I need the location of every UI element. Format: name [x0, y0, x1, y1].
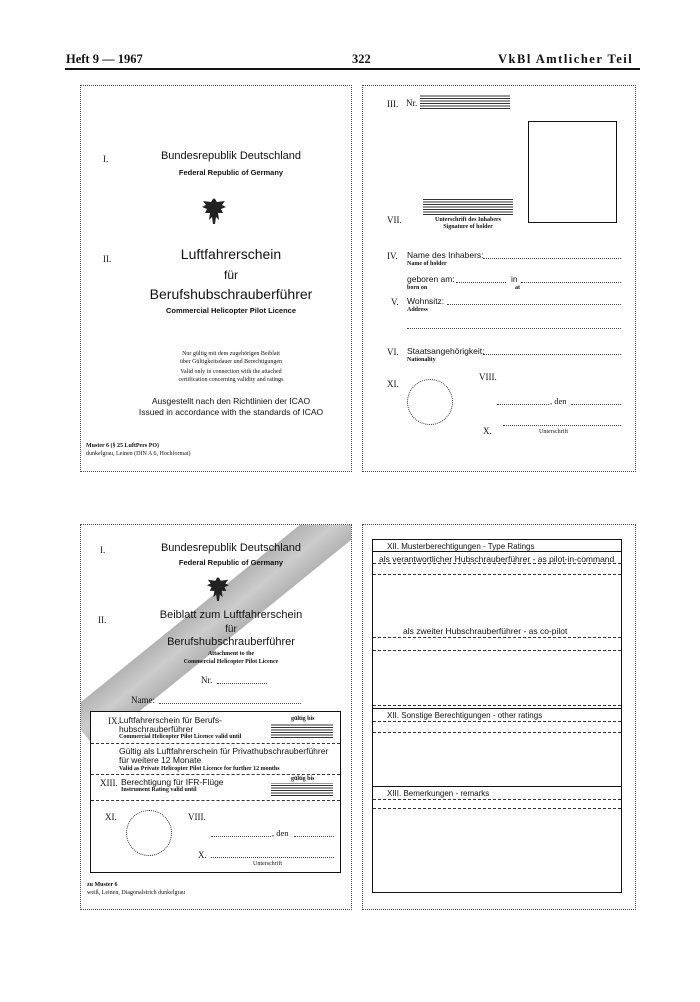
- date-label: , den: [272, 828, 289, 838]
- holder-signature-label-en: Signature of holder: [443, 224, 493, 230]
- section-number: II.: [103, 254, 112, 264]
- licence-validity-label: hubschrauberführer: [119, 724, 194, 734]
- holder-name-label: Name des Inhabers:: [407, 250, 484, 260]
- date-line[interactable]: [294, 836, 334, 837]
- remarks-heading: XIII. Bemerkungen - remarks: [387, 789, 490, 798]
- divider: [91, 774, 340, 775]
- private-validity-label-en: Valid as Private Helicopter Pilot Licence for further 12 months: [119, 766, 280, 772]
- rating-row-line[interactable]: [373, 721, 621, 722]
- born-in-label: in: [511, 274, 518, 284]
- licence-number-field: [420, 95, 510, 109]
- licence-validity-label: Luftfahrerschein für Berufs-: [119, 715, 222, 725]
- muster-note: Muster 6 (§ 25 LuftPers PO): [86, 443, 160, 449]
- section-number: I.: [103, 154, 109, 164]
- born-label: geboren am:: [407, 274, 455, 284]
- page-header-left: Heft 9 — 1967: [66, 52, 143, 66]
- nationality-line[interactable]: [483, 354, 621, 355]
- licence-holder-panel: [362, 85, 636, 472]
- validity-note: Nur gültig mit dem zugehörigen Beiblatt: [182, 351, 280, 357]
- page-number: 322: [352, 52, 371, 66]
- address-line-2[interactable]: [407, 328, 621, 329]
- photo-box: [528, 121, 617, 223]
- section-number: X.: [198, 850, 207, 860]
- divider: [91, 800, 340, 801]
- holder-name-line[interactable]: [483, 258, 621, 259]
- section-number: X.: [483, 426, 492, 436]
- section-number: VIII.: [479, 372, 497, 382]
- nationality-label: Staatsangehörigkeit:: [407, 346, 485, 356]
- ifr-rating-label-en: Instrument Rating valid until: [121, 787, 197, 793]
- divider: [373, 551, 621, 552]
- ratings-panel: [362, 524, 636, 910]
- number-label: Nr.: [201, 675, 213, 685]
- ifr-valid-until-field: [271, 783, 333, 796]
- signature-field: [423, 199, 513, 215]
- attachment-panel: [80, 524, 352, 910]
- divider: [373, 708, 621, 709]
- valid-until-field: [271, 724, 333, 738]
- address-label: Wohnsitz:: [407, 296, 445, 306]
- section-number: V.: [391, 297, 399, 307]
- muster-note: weiß, Leinen, Diagonalstrich dunkelgrau: [87, 890, 186, 896]
- licence-title-profession: Berufshubschrauberführer: [149, 286, 313, 302]
- licence-title-for: für: [223, 268, 238, 282]
- remarks-row-line[interactable]: [373, 808, 621, 809]
- validity-note-en: certification concerning validity and ratings: [178, 377, 284, 383]
- licence-validity-label-en: Commercial Helicopter Pilot Licence valid until: [119, 734, 242, 740]
- attachment-title-en: Commercial Helicopter Pilot Licence: [183, 659, 279, 665]
- licence-title-en: Commercial Helicopter Pilot Licence: [165, 306, 297, 315]
- number-line[interactable]: [217, 683, 267, 684]
- country-title-en: Federal Republic of Germany: [178, 168, 284, 177]
- date-line[interactable]: [571, 404, 621, 405]
- private-validity-label: für weitere 12 Monate: [119, 755, 202, 765]
- section-number: XI.: [105, 812, 117, 822]
- issued-note-en: Issued in accordance with the standards of ICAO: [138, 407, 324, 417]
- section-number: IX.: [108, 716, 120, 726]
- attachment-title-en: Attachment to the: [207, 651, 255, 657]
- attachment-title-profession: Berufshubschrauberführer: [167, 636, 295, 648]
- section-number: XIII.: [100, 778, 118, 788]
- issuer-signature-label: Unterschrift: [539, 429, 568, 435]
- valid-until-label: gültig bis: [291, 716, 315, 722]
- validity-note-en: Valid only in connection with the attached: [180, 369, 282, 375]
- issued-note: Ausgestellt nach den Richtlinien der ICAO: [151, 396, 311, 406]
- licence-cover-panel: [80, 85, 352, 472]
- place-line[interactable]: [211, 836, 271, 837]
- country-title: Bundesrepublik Deutschland: [160, 150, 302, 162]
- private-validity-label: Gültig als Luftfahrerschein für Privathubschrauberführer: [119, 746, 329, 756]
- section-number: II.: [98, 615, 107, 625]
- name-line[interactable]: [159, 703, 301, 704]
- section-number: VI.: [387, 347, 399, 357]
- eagle-icon: [206, 575, 230, 608]
- section-number: III.: [387, 99, 399, 109]
- muster-note: zu Muster 6: [87, 882, 118, 888]
- pilot-in-command-label: als verantwortlicher Hubschrauberführer - as pilot-in-command: [379, 554, 615, 564]
- licence-title: Luftfahrerschein: [180, 246, 282, 262]
- rating-row-line[interactable]: [373, 705, 621, 706]
- other-ratings-heading: XII. Sonstige Berechtigungen - other ratings: [387, 711, 543, 720]
- ratings-box: [372, 539, 622, 893]
- validity-note: über Gültigkeitsdauer und Berechtigungen: [179, 359, 283, 365]
- date-label: , den: [550, 396, 567, 406]
- eagle-icon: [201, 196, 227, 231]
- rating-row-line[interactable]: [373, 637, 621, 638]
- validity-box: [90, 711, 341, 873]
- section-number: I.: [100, 545, 106, 555]
- issuer-signature-line[interactable]: [211, 857, 334, 858]
- divider: [373, 786, 621, 787]
- attachment-title-for: für: [225, 624, 237, 635]
- issuer-signature-label: Unterschrift: [253, 861, 282, 867]
- rating-row-line[interactable]: [373, 563, 621, 564]
- divider: [91, 743, 340, 744]
- born-label-en: born on: [407, 285, 428, 291]
- issuer-signature-line[interactable]: [503, 425, 621, 426]
- remarks-row-line[interactable]: [373, 799, 621, 800]
- section-number: VIII.: [188, 812, 206, 822]
- rating-row-line[interactable]: [373, 574, 621, 575]
- place-line[interactable]: [497, 404, 549, 405]
- holder-name-label-en: Name of holder: [407, 261, 447, 267]
- born-place-line[interactable]: [521, 282, 621, 283]
- valid-until-label: gültig bis: [291, 776, 315, 782]
- attachment-title: Beiblatt zum Luftfahrerschein: [159, 609, 303, 621]
- muster-note: dunkelgrau, Leinen (DIN A 6, Hochformat): [86, 451, 191, 457]
- country-title: Bundesrepublik Deutschland: [160, 542, 302, 554]
- section-number: VII.: [387, 215, 402, 225]
- holder-signature-label: Unterschrift des Inhabers: [435, 217, 501, 223]
- name-label: Name:: [131, 695, 155, 705]
- ifr-rating-label: Berechtigung für IFR-Flüge: [121, 777, 224, 787]
- page-header-right: VkBl Amtlicher Teil: [498, 52, 634, 66]
- nationality-label-en: Nationality: [407, 357, 436, 363]
- country-title-en: Federal Republic of Germany: [178, 558, 284, 567]
- type-ratings-heading: XII. Musterberechtigungen - Type Ratings: [387, 542, 535, 551]
- co-pilot-label: als zweiter Hubschrauberführer - as co-pilot: [403, 626, 568, 636]
- section-number: IV.: [387, 251, 398, 261]
- seal-circle: [407, 379, 453, 425]
- address-line[interactable]: [447, 304, 621, 305]
- section-number: XI.: [387, 379, 399, 389]
- rating-row-line[interactable]: [373, 732, 621, 733]
- born-date-line[interactable]: [456, 282, 506, 283]
- licence-number-label: Nr.: [406, 98, 418, 108]
- born-at-label-en: at: [515, 285, 520, 291]
- address-label-en: Address: [407, 307, 428, 313]
- rating-row-line[interactable]: [373, 650, 621, 651]
- header-rule: [65, 68, 640, 70]
- seal-circle: [126, 810, 172, 856]
